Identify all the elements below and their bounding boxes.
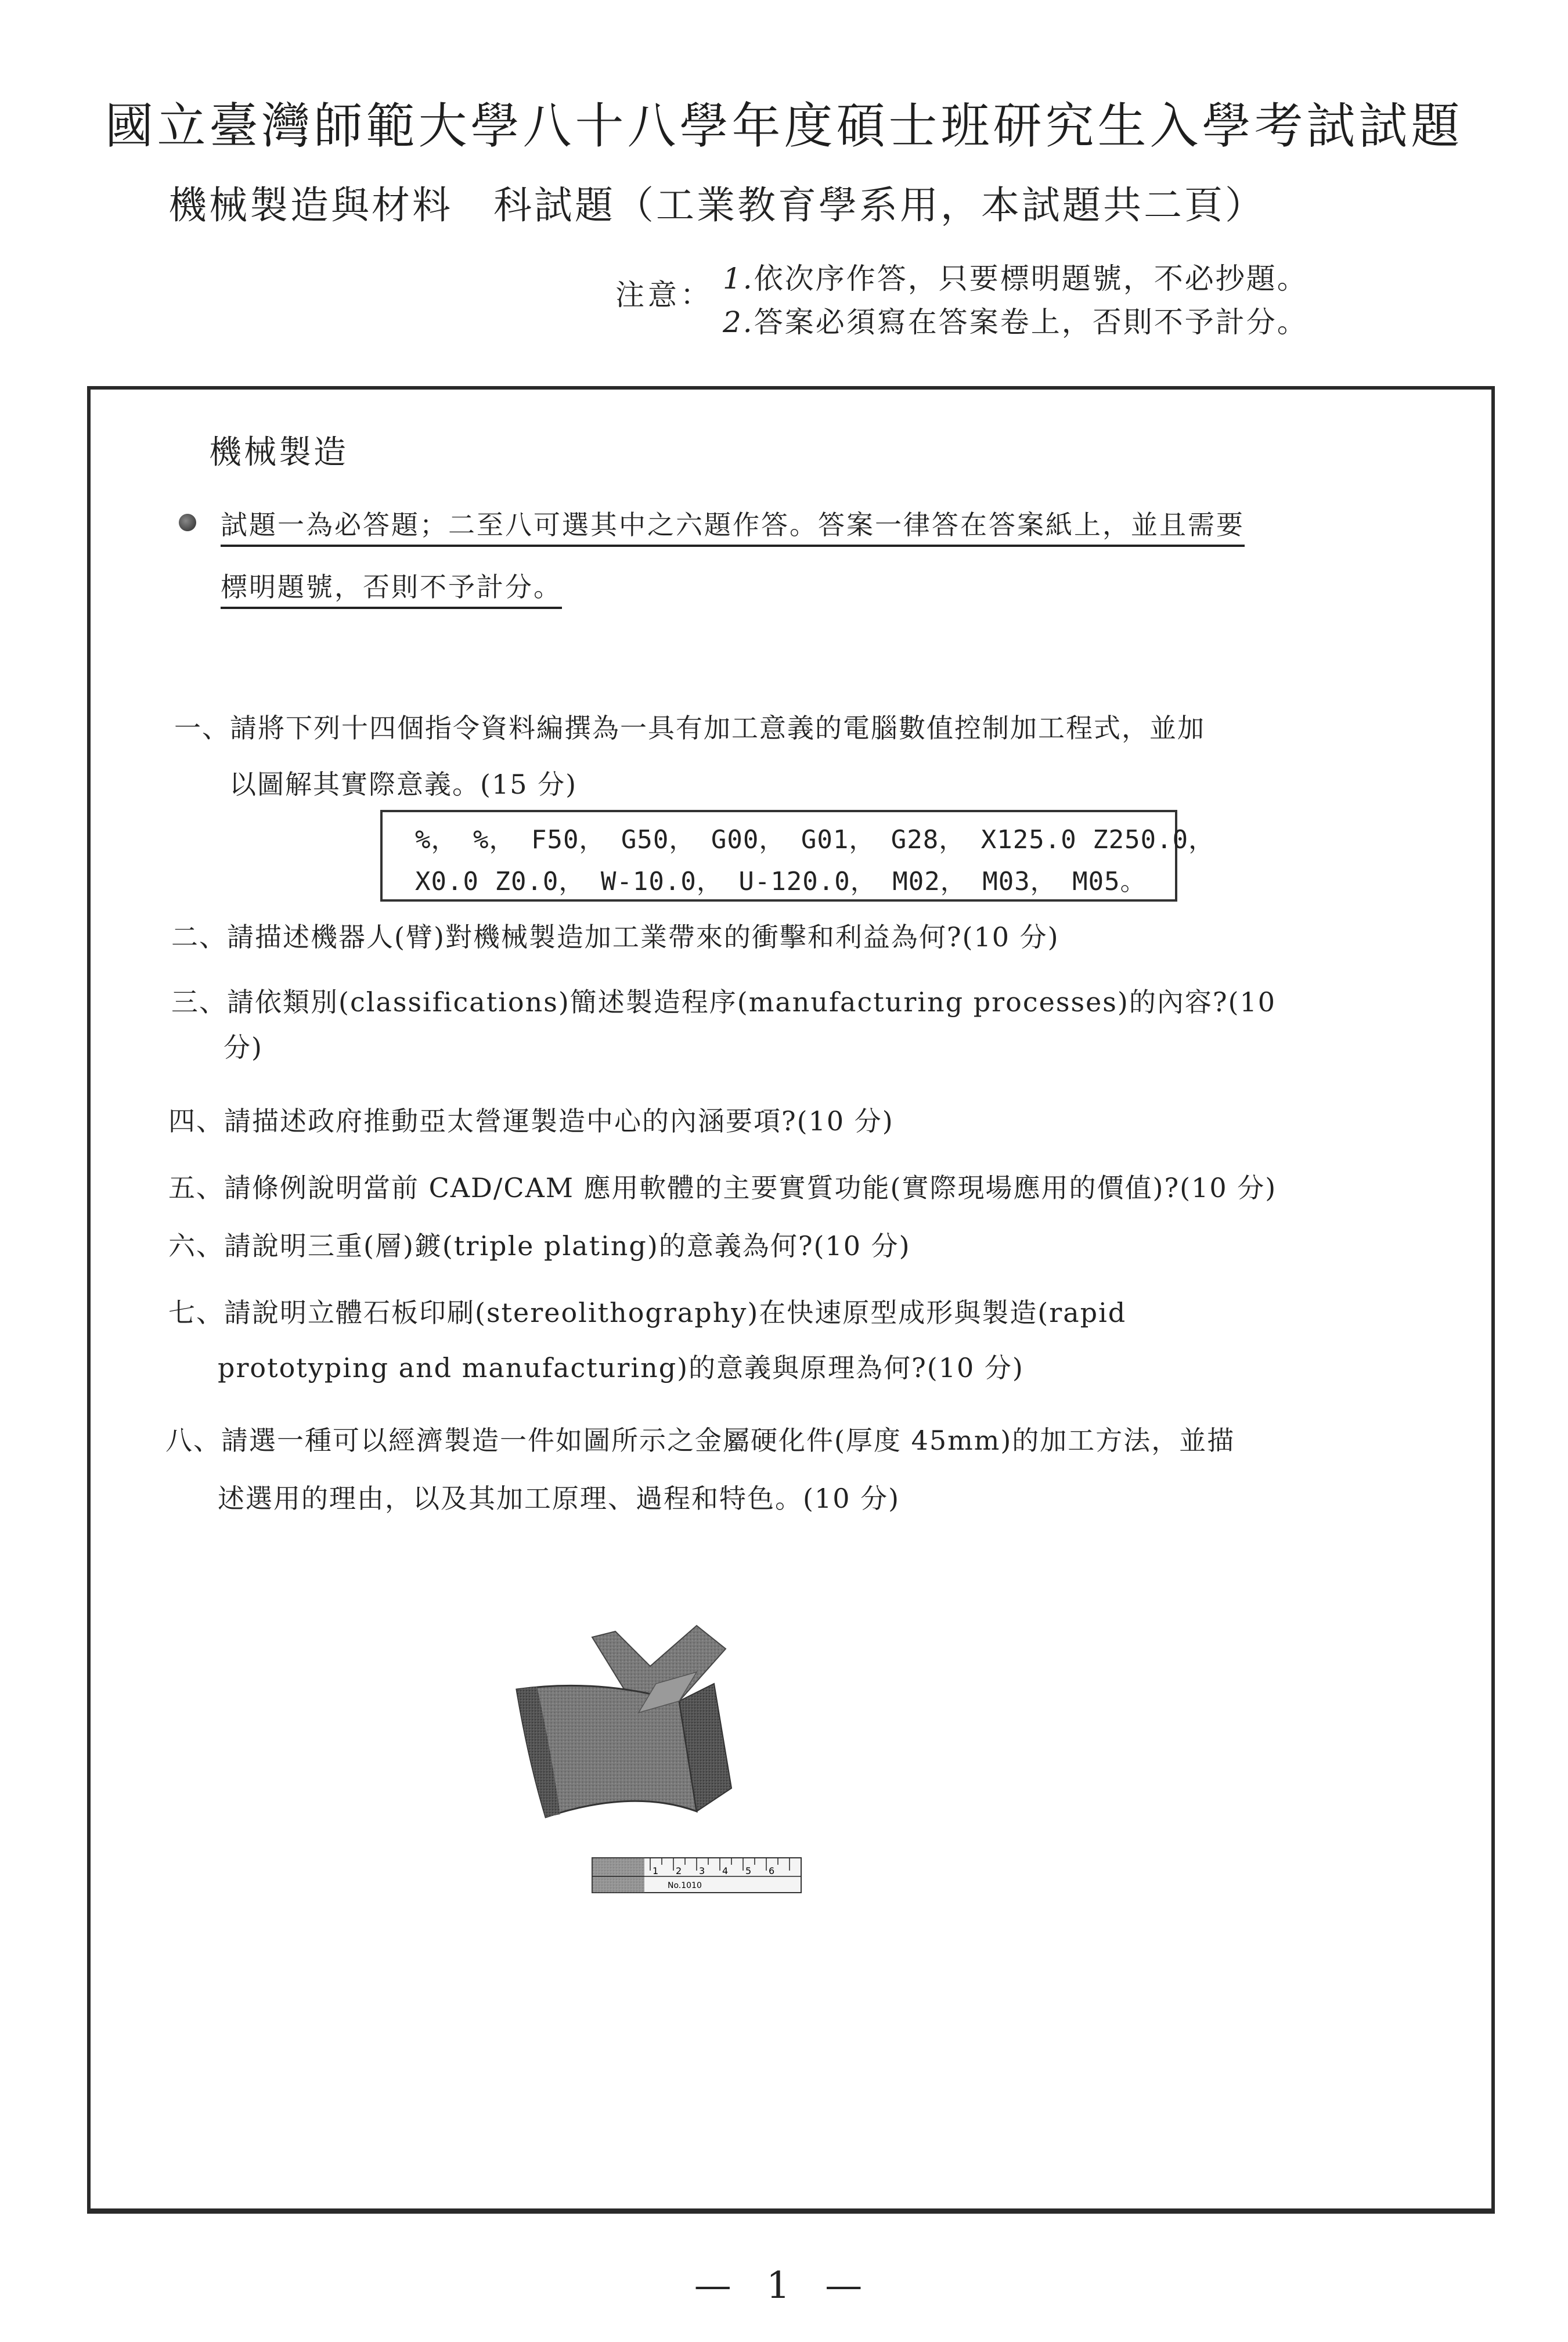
question-3-line-1: 三、請依類別(classifications)簡述製造程序(manufacturing processes)的內容?(10 xyxy=(171,986,1276,1018)
subject-line xyxy=(168,174,1266,229)
ruler-mark: 2 xyxy=(676,1865,682,1876)
notice-item-number: 1. xyxy=(723,262,754,296)
instruction-line-2: 標明題號，否則不予計分。 xyxy=(221,566,562,609)
ruler-mark: 4 xyxy=(722,1865,729,1876)
hardened-part-figure xyxy=(505,1614,830,1939)
question-8-line-1: 八、請選一種可以經濟製造一件如圖所示之金屬硬化件(厚度 45mm)的加工方法，並描 xyxy=(165,1425,1235,1456)
notice-item-1 xyxy=(723,255,1308,297)
notice-item-text: 依次序作答，只要標明題號，不必抄題。 xyxy=(754,262,1308,296)
question-2: 二、請描述機器人(臂)對機械製造加工業帶來的衝擊和利益為何?(10 分) xyxy=(171,921,1059,953)
ruler xyxy=(592,1858,801,1893)
question-7-line-1: 七、請說明立體石板印刷(stereolithography)在快速原型成形與製造(rapid xyxy=(168,1297,1127,1328)
question-6: 六、請說明三重(層)鍍(triple plating)的意義為何?(10 分) xyxy=(168,1230,911,1262)
ruler-mark: 1 xyxy=(653,1865,659,1876)
instruction-line-1: 試題一為必答題；二至八可選其中之六題作答。答案一律答在答案紙上，並且需要 xyxy=(221,504,1245,547)
subject-name: 機械製造與材料 xyxy=(168,183,453,228)
notice-item-number: 2. xyxy=(723,305,754,339)
nc-code-line-1: %， %， F50， G50， G00， G01， G28， X125.0 Z250.0， xyxy=(415,825,1215,855)
bullet-icon xyxy=(179,514,196,531)
notice-label: 注意： xyxy=(615,278,713,312)
page-number: — 1 — xyxy=(694,2264,874,2307)
notice-item-2 xyxy=(723,299,1308,341)
notice-item-text: 答案必須寫在答案卷上，否則不予計分。 xyxy=(754,305,1308,339)
question-8-line-2: 述選用的理由，以及其加工原理、過程和特色。(10 分) xyxy=(218,1483,900,1514)
metal-part-photo xyxy=(517,1626,731,1817)
section-title: 機械製造 xyxy=(209,434,348,471)
ruler-mark: 3 xyxy=(699,1865,705,1876)
question-3-line-2: 分) xyxy=(224,1032,263,1063)
question-7-line-2: prototyping and manufacturing)的意義與原理為何?(10 分) xyxy=(218,1352,1024,1383)
question-4: 四、請描述政府推動亞太營運製造中心的內涵要項?(10 分) xyxy=(168,1105,894,1137)
subject-note: 科試題（工業教育學系用，本試題共二頁） xyxy=(493,183,1266,228)
question-1-line-1: 一、請將下列十四個指令資料編撰為一具有加工意義的電腦數值控制加工程式，並加 xyxy=(174,712,1205,744)
ruler-mark: 6 xyxy=(769,1865,775,1876)
ruler-label: No.1010 xyxy=(668,1881,702,1890)
ruler-mark: 5 xyxy=(745,1865,752,1876)
question-5: 五、請條例說明當前 CAD/CAM 應用軟體的主要實質功能(實際現場應用的價值)?(10 分) xyxy=(168,1172,1277,1204)
page-title: 國立臺灣師範大學八十八學年度碩士班研究生入學考試試題 xyxy=(104,98,1464,154)
question-1-line-2: 以圖解其實際意義。(15 分) xyxy=(229,769,578,800)
nc-code-line-2: X0.0 Z0.0， W-10.0， U-120.0， M02， M03， M05。 xyxy=(415,867,1147,896)
